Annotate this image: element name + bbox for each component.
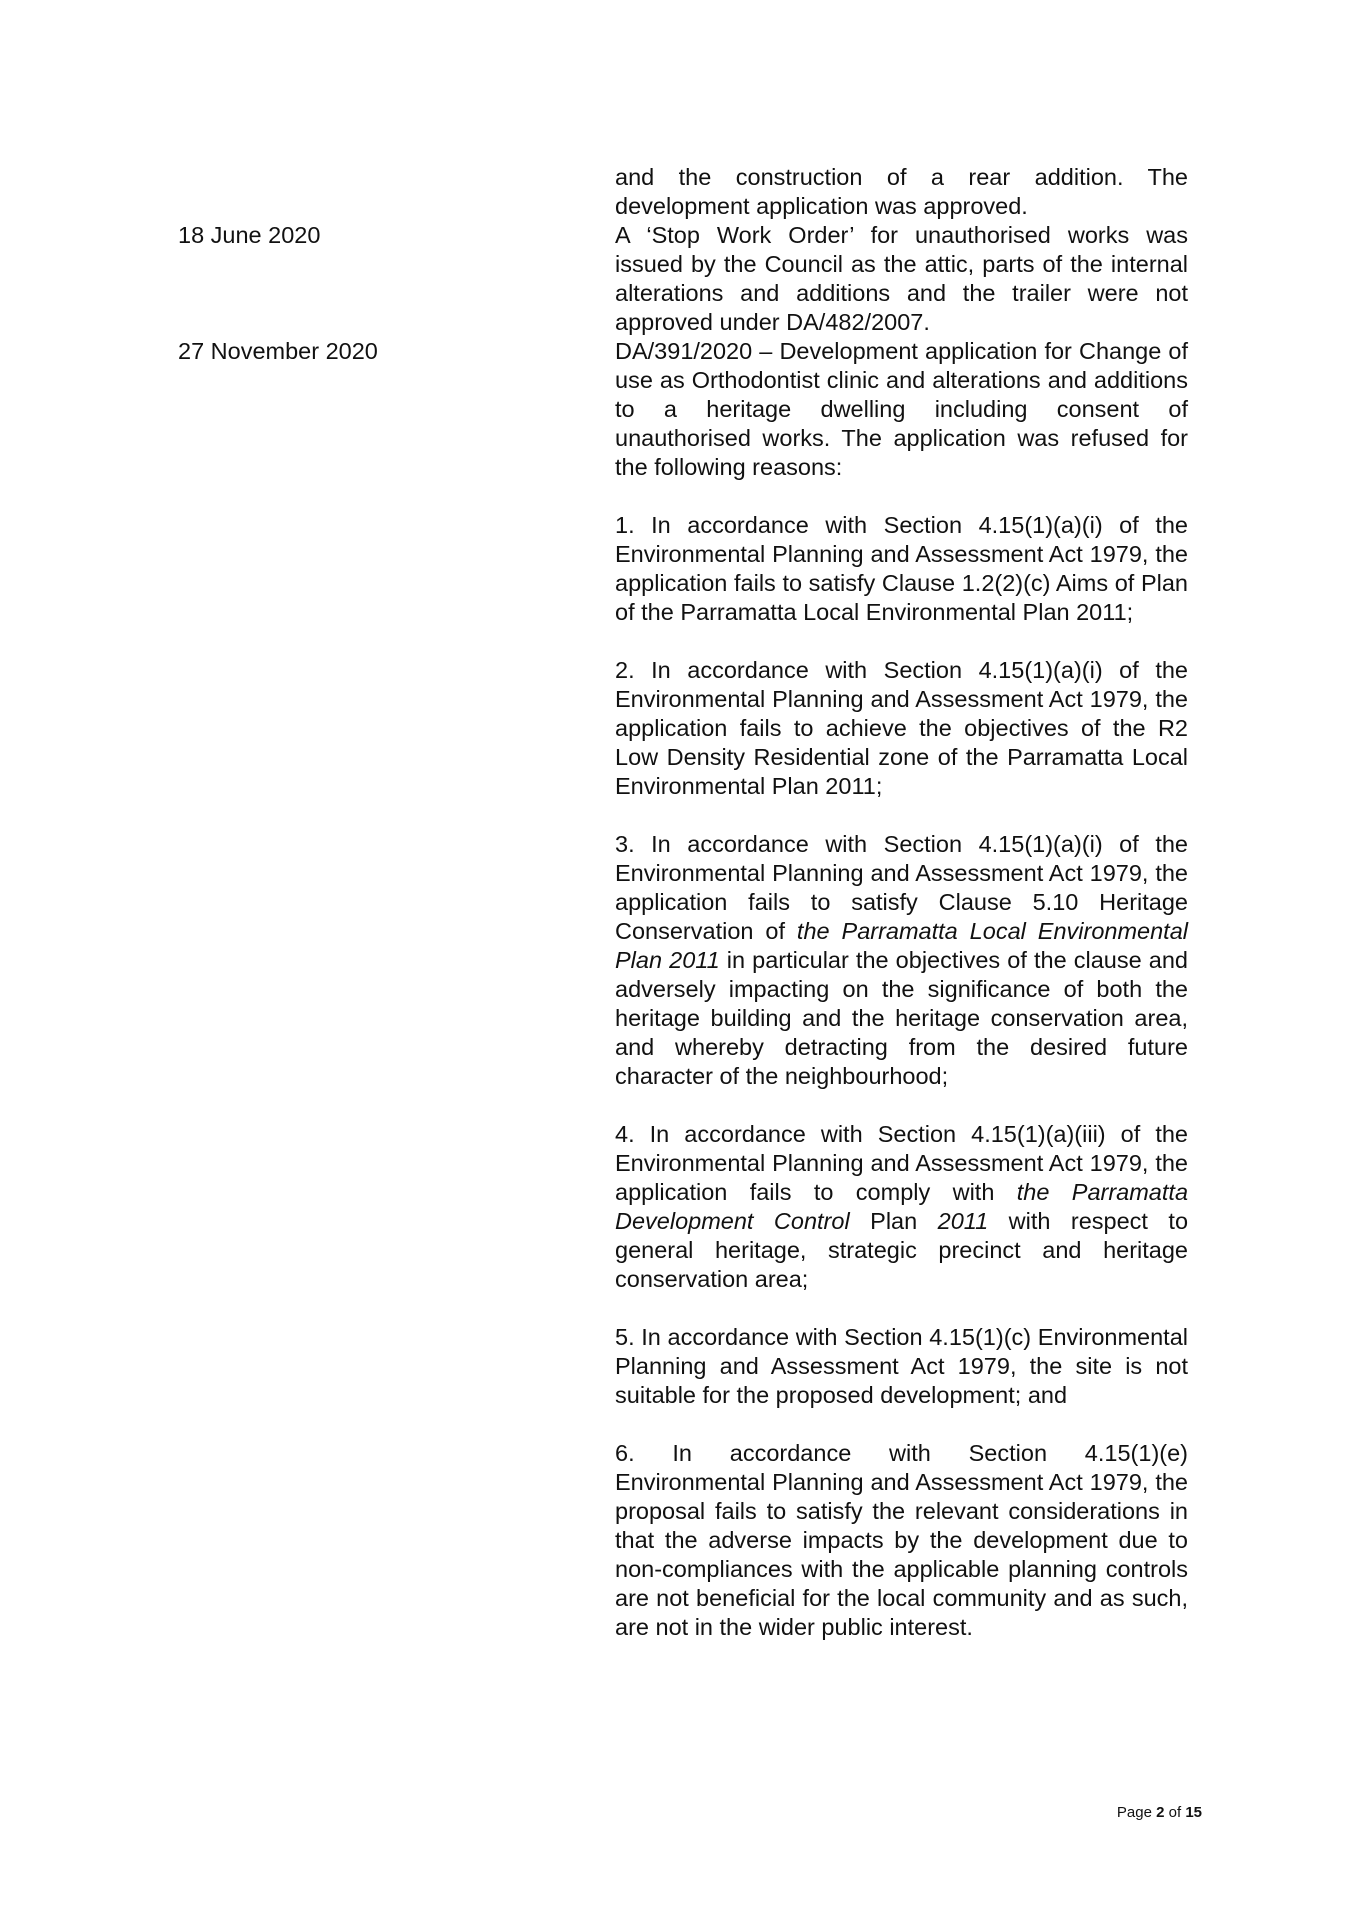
history-description-column xyxy=(615,163,1188,1642)
refusal-reason-3 xyxy=(615,830,1188,1091)
page-number-footer xyxy=(1117,1804,1202,1822)
reason-4-italic-dcp: the Parramatta Development Control xyxy=(615,1179,1189,1234)
reason-4-text-b: with respect to general heritage, strategic precinct and heritage conservation area; xyxy=(615,1208,1189,1292)
reason-4-text-plan: Plan xyxy=(849,1208,938,1234)
refusal-reason-5: 5. In accordance with Section 4.15(1)(c) Environmental Planning and Assessment Act 1979, the site is not suitable for the proposed development; and xyxy=(615,1324,1188,1408)
stop-work-order-paragraph: A ‘Stop Work Order’ for unauthorised works was issued by the Council as the attic, parts of the internal alterations and additions and the trailer were not approved under DA/482/2007. xyxy=(615,222,1188,335)
page-current: 2 xyxy=(1156,1804,1165,1821)
reason-4-text-a: 4. In accordance with Section 4.15(1)(a)(iii) of the Environmental Planning and Assessment Act 1979, the application fails to comply with xyxy=(615,1121,1188,1205)
date-27-november-2020: 27 November 2020 xyxy=(178,338,378,364)
date-18-june-2020: 18 June 2020 xyxy=(178,222,321,248)
refusal-reason-1: 1. In accordance with Section 4.15(1)(a)(i) of the Environmental Planning and Assessment Act 1979, the application fails to satisfy Clause 1.2(2)(c) Aims of Plan of the Parramatta Local Environmental Plan 2011; xyxy=(615,512,1188,625)
refusal-reason-4 xyxy=(615,1120,1188,1294)
refusal-reason-2: 2. In accordance with Section 4.15(1)(a)(i) of the Environmental Planning and Assessment Act 1979, the application fails to achieve the objectives of the R2 Low Density Residential zone of the Parramatta Local Environmental Plan 2011; xyxy=(615,657,1188,799)
page-of-label: of xyxy=(1168,1804,1182,1821)
reason-4-italic-year: 2011 xyxy=(937,1208,989,1234)
reason-3-text-a: 3. In accordance with Section 4.15(1)(a)(i) of the Environmental Planning and Assessment Act 1979, the application fails to satisfy Clause 5.10 Heritage Conservation of xyxy=(615,831,1188,944)
reason-3-italic-plan: the Parramatta Local Environmental Plan 2011 xyxy=(615,918,1188,973)
da-391-2020-paragraph: DA/391/2020 – Development application for Change of use as Orthodontist clinic and alterations and additions to a heritage dwelling including consent of unauthorised works. The application was refused for the following reasons: xyxy=(615,338,1188,480)
reason-3-text-b: in particular the objectives of the clause and adversely impacting on the significance of both the heritage building and the heritage conservation area, and whereby detracting from the desired future character of the neighbourhood; xyxy=(615,947,1188,1089)
refusal-reason-6: 6. In accordance with Section 4.15(1)(e) Environmental Planning and Assessment Act 1979, the proposal fails to satisfy the relevant considerations in that the adverse impacts by the development due to non-compliances with the applicable planning controls are not beneficial for the local community and as such, are not in the wider public interest. xyxy=(615,1440,1188,1640)
continued-paragraph: and the construction of a rear addition. The development application was approved. xyxy=(615,164,1188,219)
page-label: Page xyxy=(1116,1804,1152,1821)
page-total: 15 xyxy=(1185,1804,1202,1821)
